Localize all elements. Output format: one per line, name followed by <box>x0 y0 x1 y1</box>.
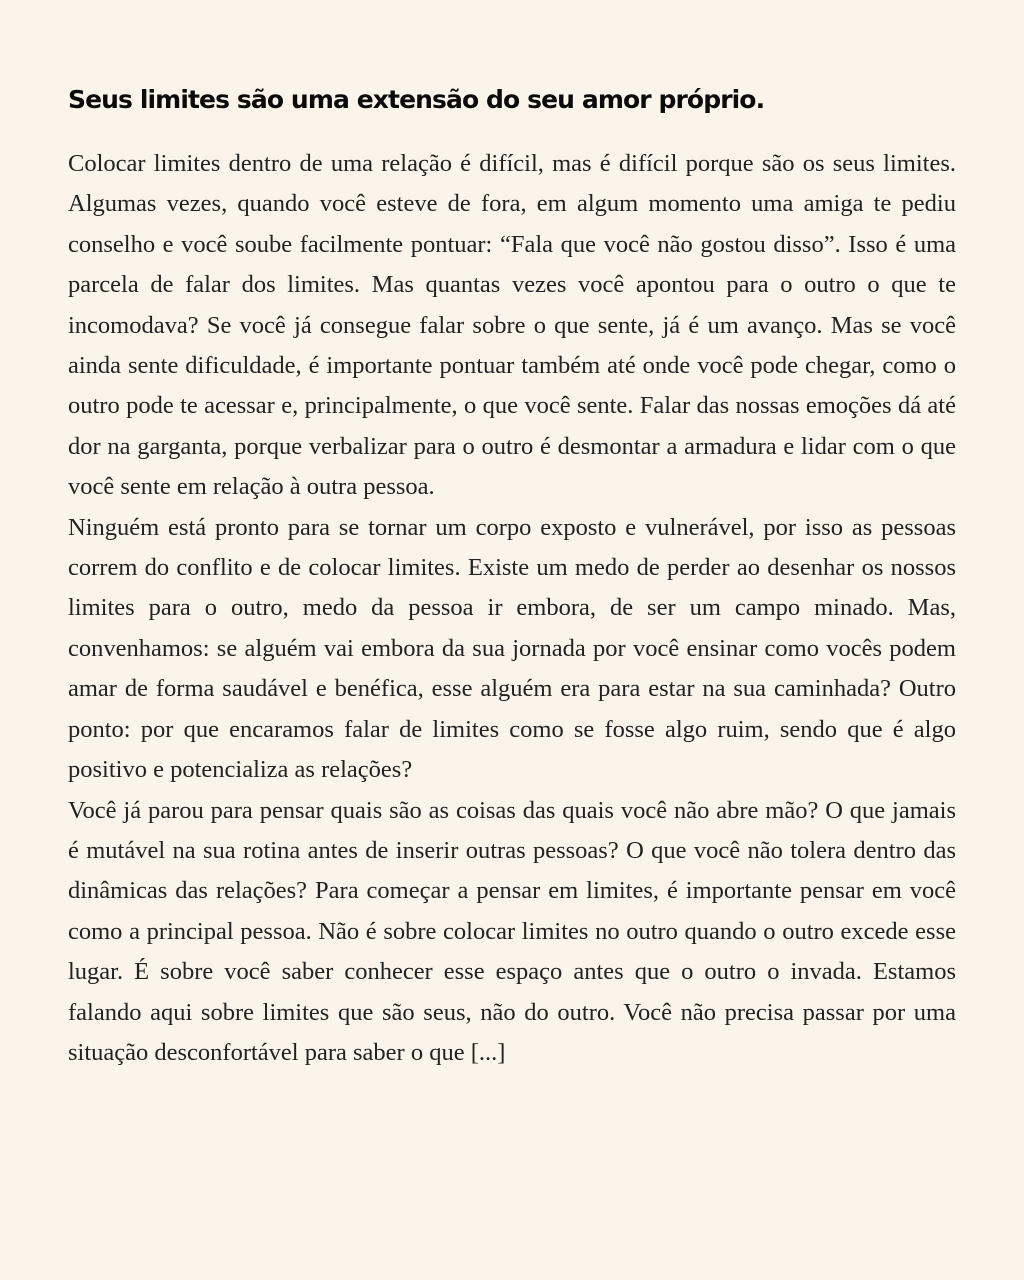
article-title: Seus limites são uma extensão do seu amor próprio. <box>68 85 765 114</box>
article-body <box>68 144 956 1073</box>
paragraph-1: Colocar limites dentro de uma relação é difícil, mas é difícil porque são os seus limites. Algumas vezes, quando você esteve de fora, em algum momento uma amiga te pediu conselho e você soube facilmente pontuar: “Fala que você não gostou disso”. Isso é uma parcela de falar dos limites. Mas quantas vezes você apontou para o outro o que te incomodava? Se você já consegue falar sobre o que sente, já é um avanço. Mas se você ainda sente dificuldade, é importante pontuar também até onde você pode chegar, como o outro pode te acessar e, principalmente, o que você sente. Falar das nossas emoções dá até dor na garganta, porque verbalizar para o outro é desmontar a armadura e lidar com o que você sente em relação à outra pessoa. <box>68 150 956 501</box>
paragraph-3: Você já parou para pensar quais são as coisas das quais você não abre mão? O que jamais é mutável na sua rotina antes de inserir outras pessoas? O que você não tolera dentro das dinâmicas das relações? Para começar a pensar em limites, é importante pensar em você como a principal pessoa. Não é sobre colocar limites no outro quando o outro excede esse lugar. É sobre você saber conhecer esse espaço antes que o outro o invada. Estamos falando aqui sobre limites que são seus, não do outro. Você não precisa passar por uma situação desconfortável para saber o que [...] <box>68 796 956 1066</box>
paragraph-2: Ninguém está pronto para se tornar um corpo exposto e vulnerável, por isso as pessoas correm do conflito e de colocar limites. Existe um medo de perder ao desenhar os nossos limites para o outro, medo da pessoa ir embora, de ser um campo minado. Mas, convenhamos: se alguém vai embora da sua jornada por você ensinar como vocês podem amar de forma saudável e benéfica, esse alguém era para estar na sua caminhada? Outro ponto: por que encaramos falar de limites como se fosse algo ruim, sendo que é algo positivo e potencializa as relações? <box>68 513 956 784</box>
